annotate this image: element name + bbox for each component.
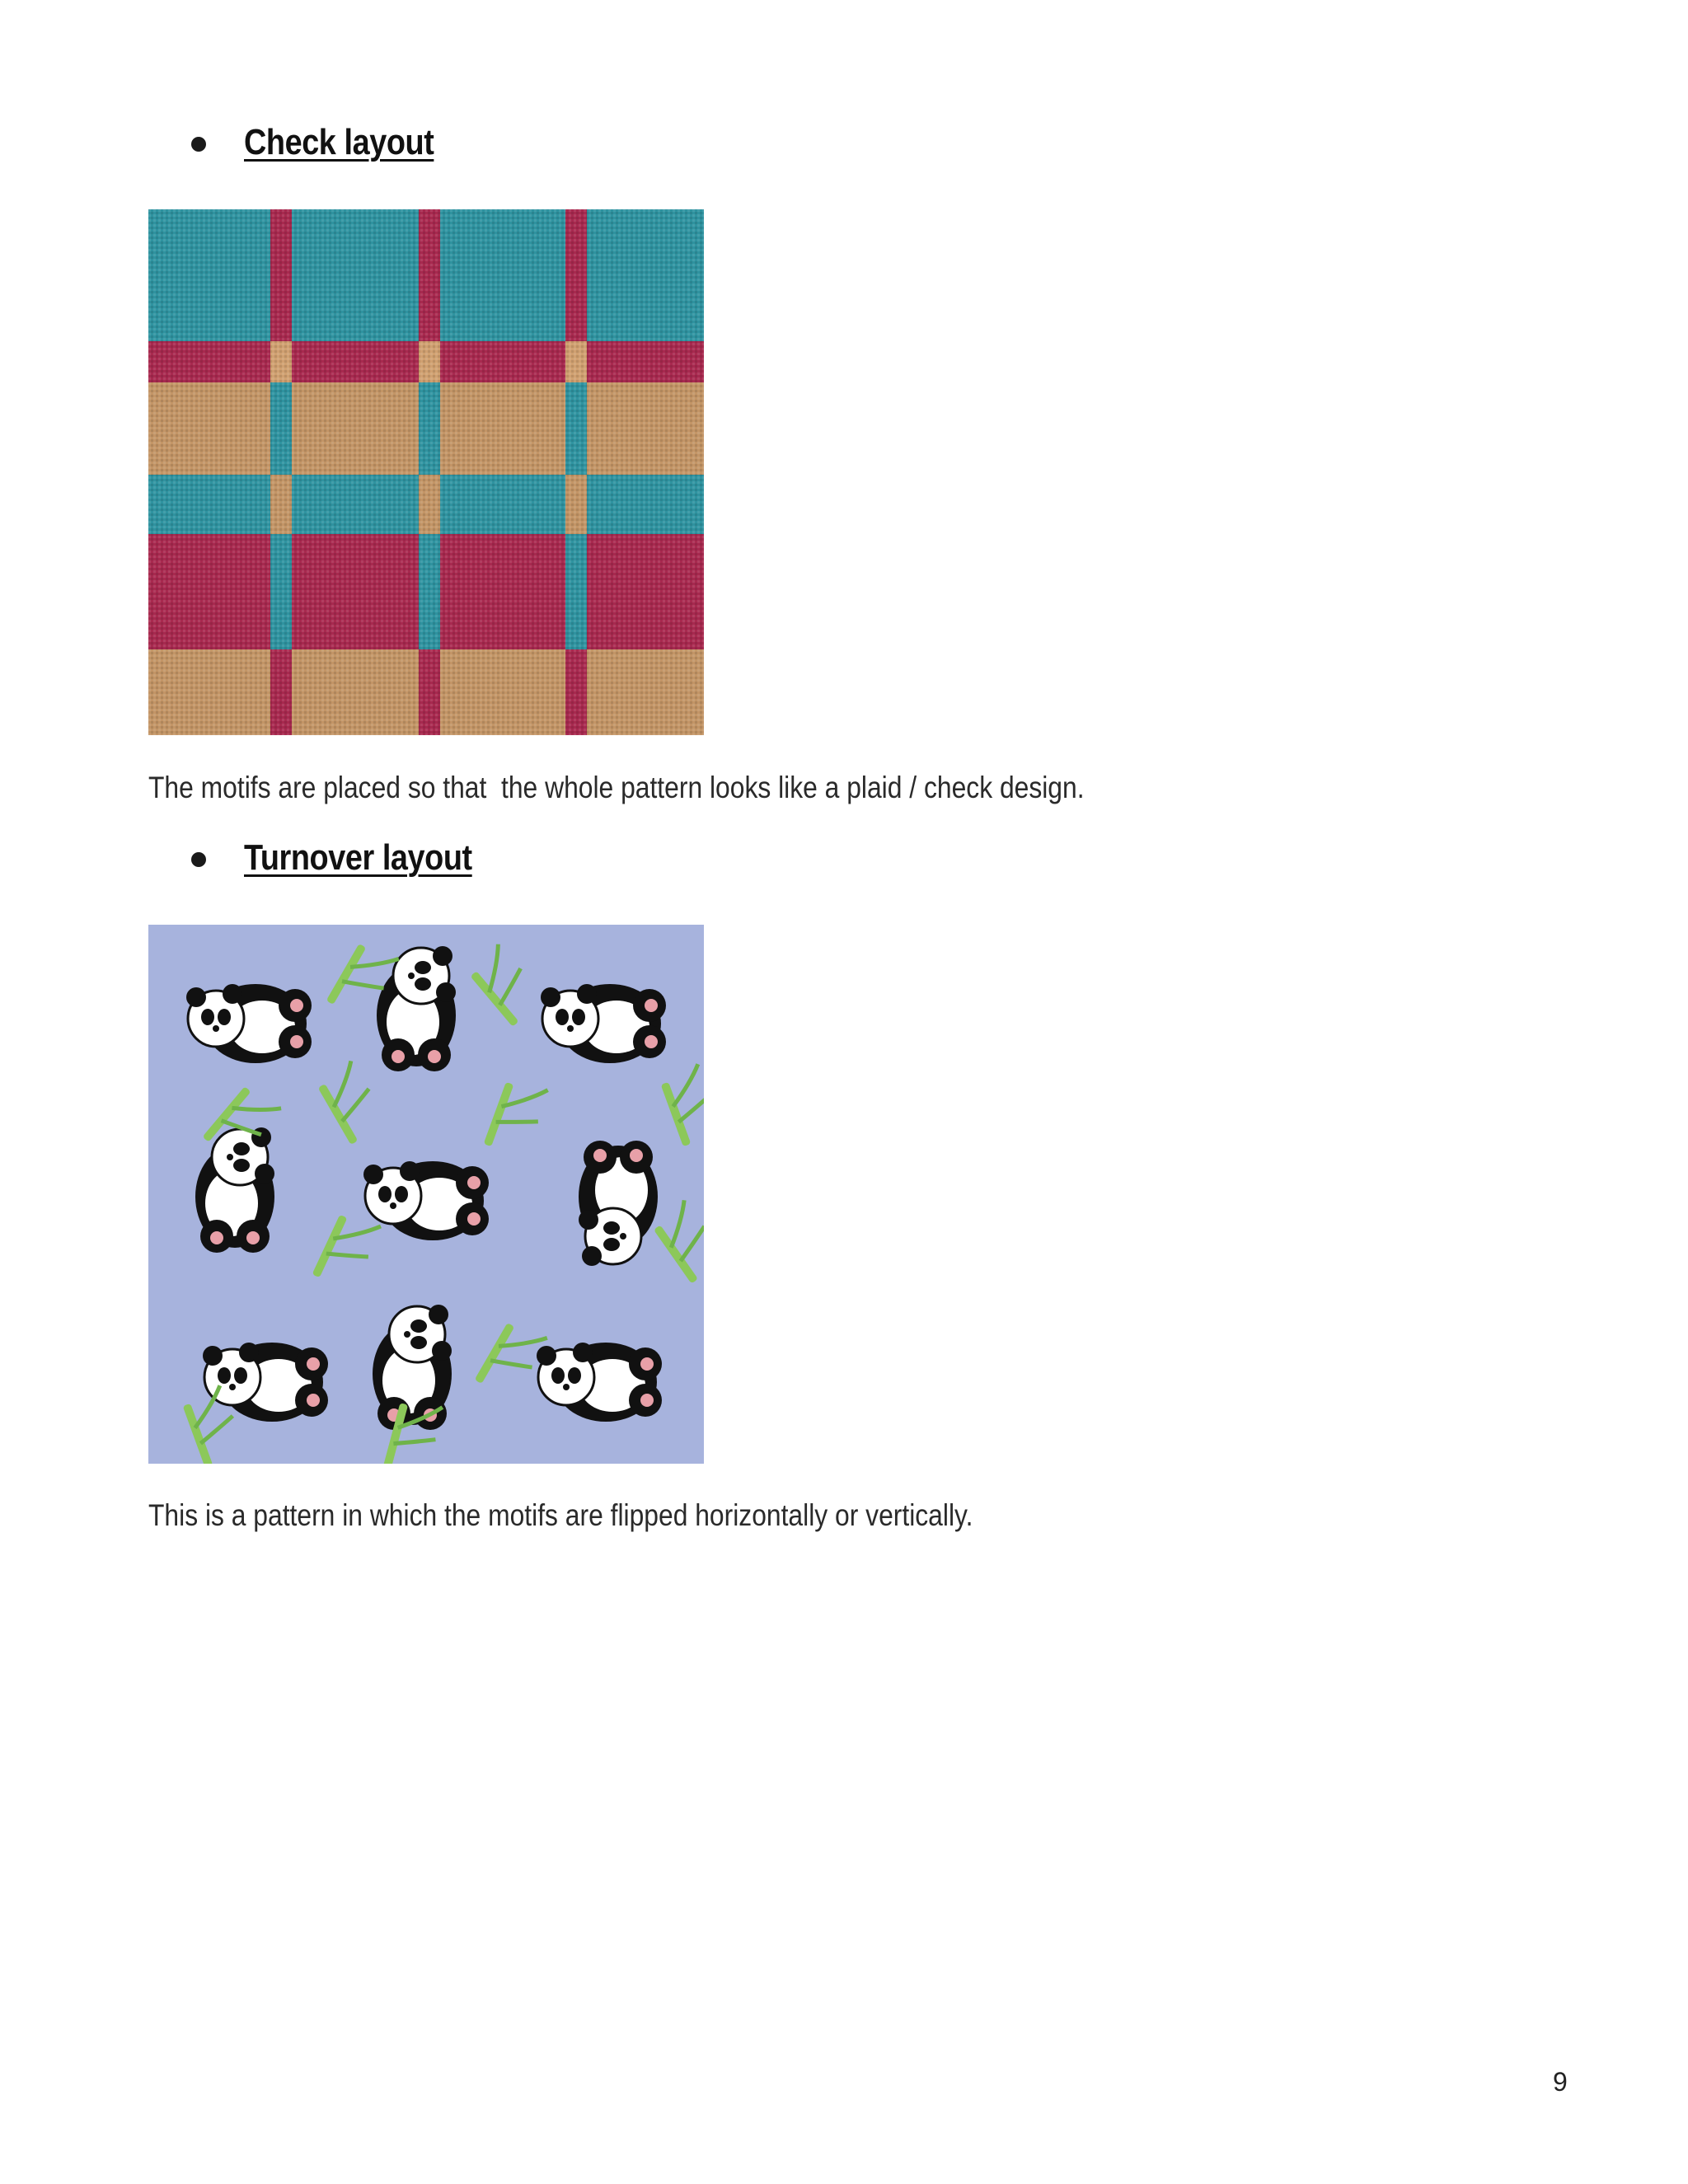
page-number: 9 — [1553, 2067, 1568, 2097]
heading-check-layout: Check layout — [244, 122, 434, 162]
bullet-icon — [191, 137, 206, 152]
caption-turnover-layout: This is a pattern in which the motifs are flipped horizontally or vertically. — [148, 1498, 973, 1532]
plaid-check-fabric-image — [148, 209, 704, 735]
section-heading-turnover — [191, 837, 509, 879]
caption-check-layout: The motifs are placed so that the whole pattern looks like a plaid / check design. — [148, 771, 1085, 804]
heading-turnover-layout: Turnover layout — [244, 837, 472, 878]
bullet-icon — [191, 852, 206, 867]
panda-turnover-pattern-image — [148, 925, 704, 1464]
section-heading-check — [191, 122, 465, 163]
